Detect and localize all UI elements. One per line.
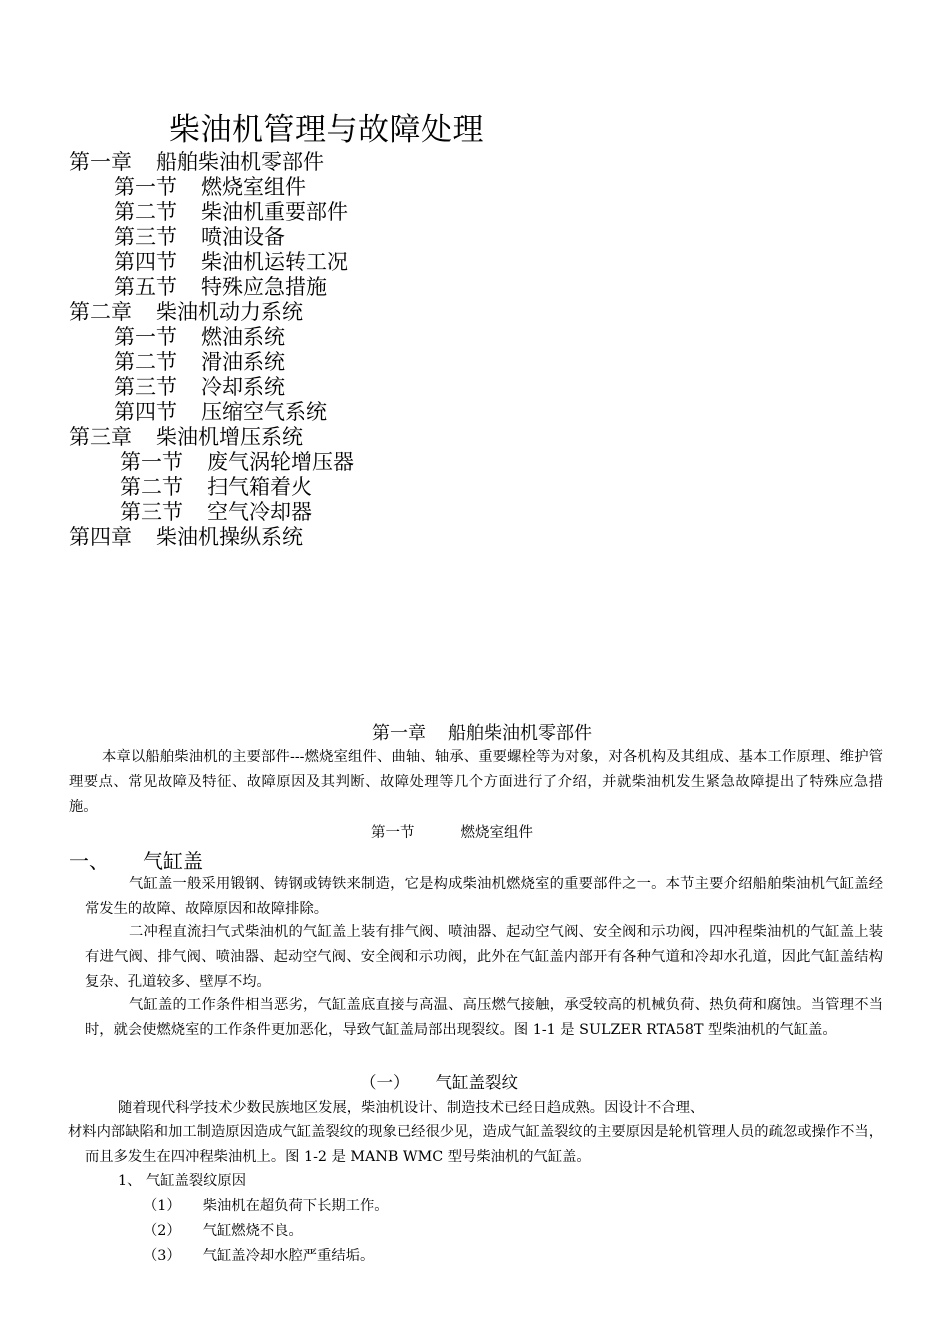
paragraph-line: 随着现代科学技术少数民族地区发展，柴油机设计、制造技术已经日趋成熟。因设计不合理、 [118, 1100, 705, 1116]
chapter-intro: 本章以船舶柴油机的主要部件---燃烧室组件、曲轴、轴承、重要螺栓等为对象，对各机构及其组成、基本工作原理、维护管理要点、常见故障及特征、故障原因及其判断、故障处理等几个方面进行了介绍，并就柴油机发生紧急故障提出了特殊应急措施。 [69, 749, 883, 815]
chapter-heading [372, 719, 592, 745]
toc-title: 柴油机操纵系统 [156, 525, 303, 549]
toc-num: 第一章 [69, 150, 132, 174]
item-heading [69, 845, 203, 874]
toc-title: 喷油设备 [201, 225, 285, 249]
list-item-text: 气缸盖冷却水腔严重结垢。 [202, 1248, 375, 1264]
toc-title: 滑油系统 [201, 350, 285, 374]
toc-num: 第三章 [69, 425, 132, 449]
item-num: 一、 [69, 849, 109, 873]
chapter-num: 第一章 [372, 723, 426, 744]
toc-num: 第四章 [69, 525, 132, 549]
toc-title: 柴油机增压系统 [156, 425, 303, 449]
toc-num: 第三节 [120, 500, 183, 524]
list-item-text: 柴油机在超负荷下长期工作。 [202, 1198, 389, 1214]
subsection-num: （一） [360, 1073, 410, 1092]
subsection-title: 气缸盖裂纹 [435, 1073, 518, 1092]
document-title: 柴油机管理与故障处理 [169, 112, 484, 148]
paragraph [69, 1120, 883, 1170]
subsection-heading [360, 1069, 518, 1093]
toc-title: 船舶柴油机零部件 [156, 150, 324, 174]
toc-num: 第一节 [120, 450, 183, 474]
toc-title: 废气涡轮增压器 [207, 450, 354, 474]
toc-title: 压缩空气系统 [201, 400, 327, 424]
toc-chapter-4[interactable] [69, 521, 303, 551]
toc-num: 第五节 [114, 275, 177, 299]
toc-num: 第四节 [114, 250, 177, 274]
toc-title: 燃烧室组件 [201, 175, 306, 199]
list-item [143, 1195, 389, 1215]
toc-num: 第三节 [114, 375, 177, 399]
toc-title: 燃油系统 [201, 325, 285, 349]
list-item-num: （1） [143, 1198, 181, 1214]
paragraph: 二冲程直流扫气式柴油机的气缸盖上装有排气阀、喷油器、起动空气阀、安全阀和示功阀，四冲程柴油机的气缸盖上装有进气阀、排气阀、喷油器、起动空气阀、安全阀和示功阀，此外在气缸盖内部开有各种气道和冷却水孔道，因此气缸盖结构复杂、孔道较多、壁厚不均。 [85, 924, 883, 990]
chapter-title: 船舶柴油机零部件 [448, 723, 592, 744]
toc-num: 第二章 [69, 300, 132, 324]
toc-title: 特殊应急措施 [201, 275, 327, 299]
toc-title: 空气冷却器 [207, 500, 312, 524]
toc-title: 柴油机重要部件 [201, 200, 348, 224]
toc-num: 第三节 [114, 225, 177, 249]
list-item-num: （3） [143, 1248, 181, 1264]
toc-title: 柴油机运转工况 [201, 250, 348, 274]
toc-num: 第一节 [114, 175, 177, 199]
toc-num: 第二节 [114, 350, 177, 374]
toc-title: 冷却系统 [201, 375, 285, 399]
list-heading: 1、 气缸盖裂纹原因 [118, 1173, 247, 1189]
paragraph-text: 材料内部缺陷和加工制造原因造成气缸盖裂纹的现象已经很少见，造成气缸盖裂纹的主要原因是轮机管理人员的疏忽或操作不当，而且多发生在四冲程柴油机上。图 1-2 是 MANB WMC 型号柴油机的气缸盖。 [68, 1124, 883, 1165]
paragraph: 气缸盖一般采用锻钢、铸钢或铸铁来制造，它是构成柴油机燃烧室的重要部件之一。本节主要介绍船舶柴油机气缸盖经常发生的故障、故障原因和故障排除。 [85, 876, 883, 917]
toc-num: 第二节 [120, 475, 183, 499]
section-num: 第一节 [371, 825, 415, 841]
toc-title: 柴油机动力系统 [156, 300, 303, 324]
toc-num: 第四节 [114, 400, 177, 424]
section-heading [371, 821, 533, 842]
list-item [143, 1245, 374, 1265]
list-item-text: 气缸燃烧不良。 [202, 1223, 303, 1239]
paragraph: 气缸盖的工作条件相当恶劣，气缸盖底直接与高温、高压燃气接触，承受较高的机械负荷、热负荷和腐蚀。当管理不当时，就会使燃烧室的工作条件更加恶化，导致气缸盖局部出现裂纹。图 1-1 是 SULZER RTA58T 型柴油机的气缸盖。 [85, 997, 883, 1038]
toc-title: 扫气箱着火 [207, 475, 312, 499]
toc-num: 第一节 [114, 325, 177, 349]
list-item [143, 1220, 303, 1240]
section-title: 燃烧室组件 [460, 825, 533, 841]
toc-num: 第二节 [114, 200, 177, 224]
list-item-num: （2） [143, 1223, 181, 1239]
item-title: 气缸盖 [143, 849, 203, 873]
